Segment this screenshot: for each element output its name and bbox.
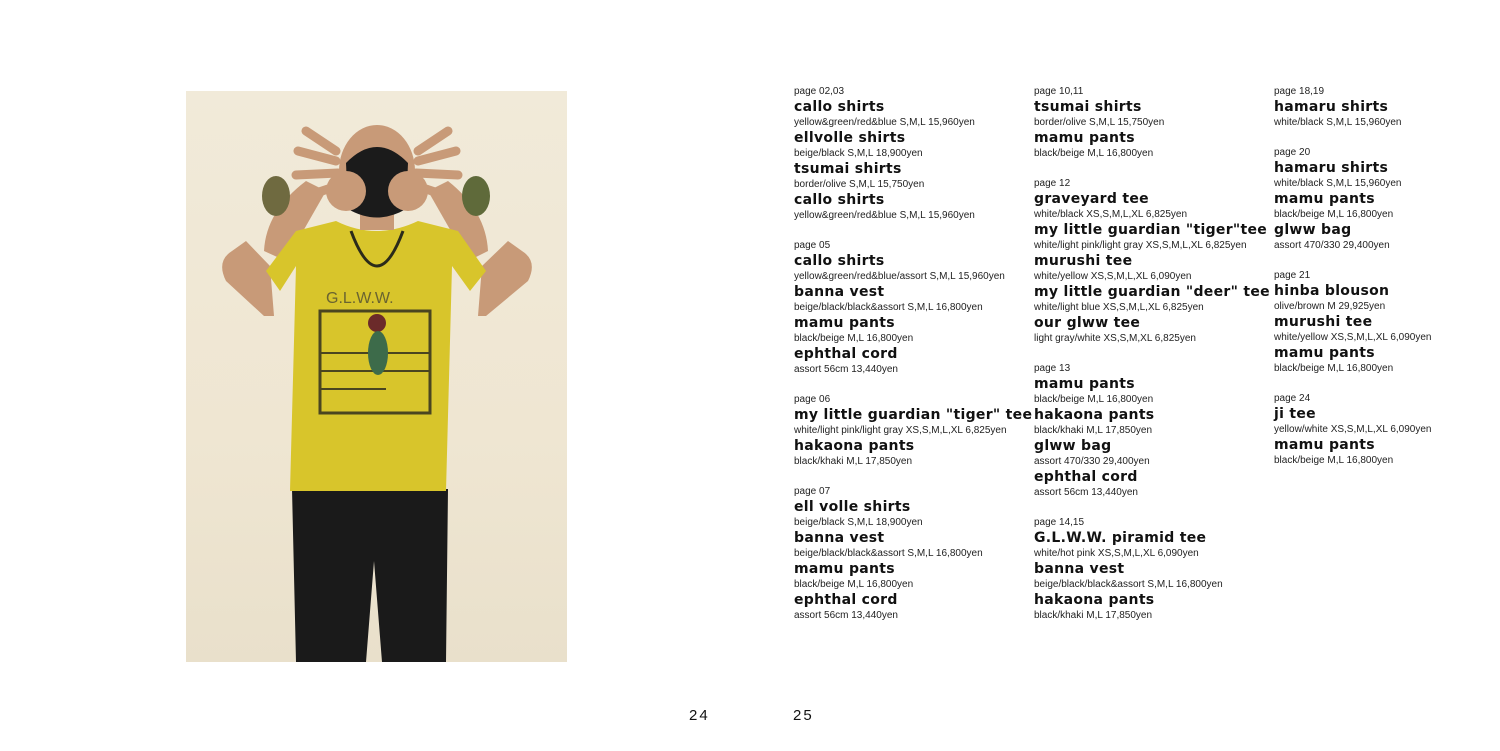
- product-detail: black/beige M,L 16,800yen: [1274, 455, 1394, 466]
- product-name: graveyard tee: [1034, 191, 1149, 207]
- product-name: G.L.W.W. piramid tee: [1034, 530, 1207, 546]
- product-name: my little guardian "tiger" tee: [794, 407, 1033, 423]
- product-detail: white/yellow XS,S,M,L,XL 6,090yen: [1274, 332, 1432, 343]
- product-name: my little guardian "tiger"tee: [1034, 222, 1268, 238]
- page-reference-label: page 13: [1034, 363, 1071, 374]
- product-detail: white/light blue XS,S,M,L,XL 6,825yen: [1034, 302, 1204, 313]
- product-name: callo shirts: [794, 253, 885, 269]
- product-detail: assort 56cm 13,440yen: [794, 610, 898, 621]
- product-name: banna vest: [794, 284, 885, 300]
- product-name: ephthal cord: [794, 346, 898, 362]
- product-name: ji tee: [1274, 406, 1316, 422]
- product-detail: assort 470/330 29,400yen: [1034, 456, 1150, 467]
- page-number-left: 24: [689, 707, 710, 724]
- product-detail: black/khaki M,L 17,850yen: [1034, 610, 1153, 621]
- page-group: [1034, 516, 1266, 622]
- product-detail: yellow&green/red&blue S,M,L 15,960yen: [794, 210, 975, 221]
- product-detail: black/beige M,L 16,800yen: [1274, 209, 1394, 220]
- product-detail: white/black S,M,L 15,960yen: [1274, 117, 1402, 128]
- product-name: hakaona pants: [794, 438, 915, 454]
- product-detail: yellow&green/red&blue/assort S,M,L 15,960yen: [794, 271, 1005, 282]
- product-detail: light gray/white XS,S,M,XL 6,825yen: [1034, 333, 1196, 344]
- product-detail: beige/black S,M,L 18,900yen: [794, 517, 923, 528]
- page-group: [1274, 146, 1500, 252]
- product-name: mamu pants: [794, 315, 895, 331]
- page-reference-label: page 24: [1274, 393, 1311, 404]
- page-reference-label: page 06: [794, 394, 831, 405]
- page-group: [794, 85, 1026, 222]
- product-name: murushi tee: [1034, 253, 1133, 269]
- page-group: [1274, 85, 1500, 129]
- product-detail: black/beige M,L 16,800yen: [1034, 394, 1154, 405]
- product-name: ephthal cord: [1034, 469, 1138, 485]
- page-reference-label: page 05: [794, 240, 831, 251]
- product-detail: yellow/white XS,S,M,L,XL 6,090yen: [1274, 424, 1432, 435]
- product-detail: black/beige M,L 16,800yen: [794, 579, 914, 590]
- page-reference-label: page 18,19: [1274, 86, 1325, 97]
- product-detail: yellow&green/red&blue S,M,L 15,960yen: [794, 117, 975, 128]
- product-name: our glww tee: [1034, 315, 1141, 331]
- shirt-print: G.L.W.W.: [326, 290, 394, 307]
- product-name: hamaru shirts: [1274, 99, 1389, 115]
- product-detail: white/yellow XS,S,M,L,XL 6,090yen: [1034, 271, 1192, 282]
- model-illustration: [186, 91, 567, 662]
- product-detail: white/light pink/light gray XS,S,M,L,XL 6,825yen: [1034, 240, 1247, 251]
- page-reference-label: page 14,15: [1034, 517, 1085, 528]
- page-group: [1274, 392, 1500, 467]
- product-name: mamu pants: [1034, 130, 1135, 146]
- product-detail: olive/brown M 29,925yen: [1274, 301, 1386, 312]
- page-group: [1034, 362, 1266, 499]
- product-name: tsumai shirts: [1034, 99, 1142, 115]
- product-name: hinba blouson: [1274, 283, 1390, 299]
- product-name: ell volle shirts: [794, 499, 911, 515]
- page-reference-label: page 21: [1274, 270, 1311, 281]
- page-reference-label: page 02,03: [794, 86, 845, 97]
- product-detail: black/beige M,L 16,800yen: [1274, 363, 1394, 374]
- product-name: my little guardian "deer" tee: [1034, 284, 1270, 300]
- model-photo: [186, 91, 567, 662]
- page-group: [794, 239, 1026, 376]
- price-list-column-3: [1274, 85, 1500, 484]
- product-detail: border/olive S,M,L 15,750yen: [1034, 117, 1165, 128]
- product-name: hamaru shirts: [1274, 160, 1389, 176]
- page-reference-label: page 20: [1274, 147, 1311, 158]
- product-name: mamu pants: [794, 561, 895, 577]
- product-name: mamu pants: [1034, 376, 1135, 392]
- price-list-column-1: [794, 85, 1033, 639]
- product-name: callo shirts: [794, 99, 885, 115]
- product-detail: white/light pink/light gray XS,S,M,L,XL 6,825yen: [794, 425, 1007, 436]
- product-name: banna vest: [1034, 561, 1125, 577]
- page-group: [794, 393, 1033, 468]
- product-detail: assort 56cm 13,440yen: [1034, 487, 1138, 498]
- product-name: mamu pants: [1274, 345, 1375, 361]
- product-name: ephthal cord: [794, 592, 898, 608]
- product-name: mamu pants: [1274, 191, 1375, 207]
- product-name: callo shirts: [794, 192, 885, 208]
- product-detail: black/beige M,L 16,800yen: [1034, 148, 1154, 159]
- product-detail: white/black XS,S,M,L,XL 6,825yen: [1034, 209, 1188, 220]
- page-group: [794, 485, 1026, 622]
- product-name: hakaona pants: [1034, 592, 1155, 608]
- product-detail: beige/black/black&assort S,M,L 16,800yen: [1034, 579, 1223, 590]
- page-group: [1034, 177, 1270, 345]
- product-detail: black/khaki M,L 17,850yen: [1034, 425, 1153, 436]
- product-detail: beige/black/black&assort S,M,L 16,800yen: [794, 548, 983, 559]
- product-detail: beige/black/black&assort S,M,L 16,800yen: [794, 302, 983, 313]
- product-name: tsumai shirts: [794, 161, 902, 177]
- product-name: ellvolle shirts: [794, 130, 906, 146]
- product-detail: white/hot pink XS,S,M,L,XL 6,090yen: [1034, 548, 1199, 559]
- page-reference-label: page 12: [1034, 178, 1071, 189]
- product-detail: assort 470/330 29,400yen: [1274, 240, 1390, 251]
- price-list-column-2: [1034, 85, 1270, 639]
- product-name: hakaona pants: [1034, 407, 1155, 423]
- product-name: murushi tee: [1274, 314, 1373, 330]
- product-detail: black/beige M,L 16,800yen: [794, 333, 914, 344]
- page-number-right: 25: [793, 707, 814, 724]
- product-detail: black/khaki M,L 17,850yen: [794, 456, 913, 467]
- product-detail: border/olive S,M,L 15,750yen: [794, 179, 925, 190]
- product-name: glww bag: [1034, 438, 1112, 454]
- product-name: banna vest: [794, 530, 885, 546]
- page-reference-label: page 10,11: [1034, 86, 1084, 97]
- product-detail: beige/black S,M,L 18,900yen: [794, 148, 923, 159]
- product-detail: assort 56cm 13,440yen: [794, 364, 898, 375]
- product-detail: white/black S,M,L 15,960yen: [1274, 178, 1402, 189]
- page-reference-label: page 07: [794, 486, 831, 497]
- page-group: [1274, 269, 1500, 375]
- product-name: mamu pants: [1274, 437, 1375, 453]
- product-name: glww bag: [1274, 222, 1352, 238]
- page-group: [1034, 85, 1266, 160]
